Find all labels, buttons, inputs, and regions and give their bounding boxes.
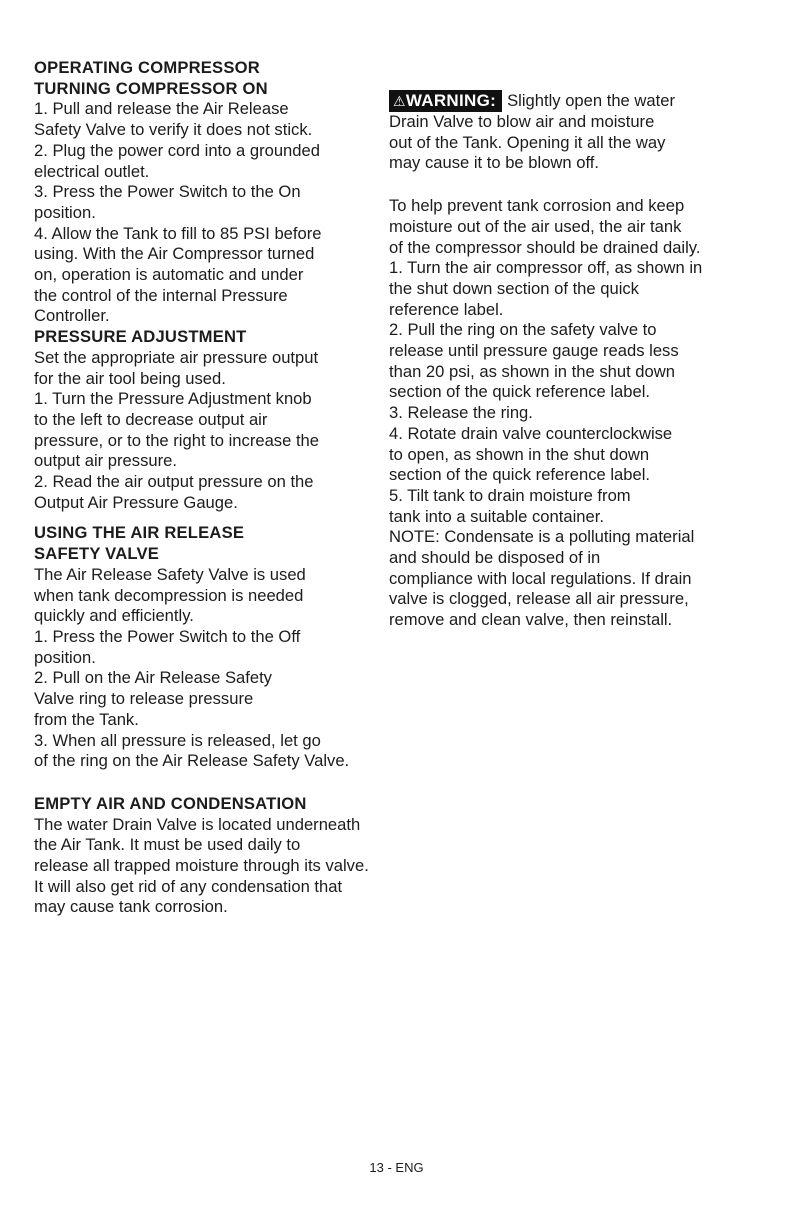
text-line: and should be disposed of in [389, 548, 601, 568]
text-line: Controller. [34, 306, 110, 326]
warning-line [389, 90, 789, 112]
empty-heading: EMPTY AIR AND CONDENSATION [34, 793, 307, 813]
text-line: of the ring on the Air Release Safety Valve. [34, 751, 350, 771]
text-line: 2. Read the air output pressure on the [34, 472, 314, 492]
turning-heading: TURNING COMPRESSOR ON [34, 78, 268, 98]
text-line: pressure, or to the right to increase the [34, 430, 320, 450]
text-line: than 20 psi, as shown in the shut down [389, 361, 675, 381]
text-line: Safety Valve to verify it does not stick. [34, 120, 313, 140]
text-line: 1. Pull and release the Air Release [34, 99, 289, 119]
text-line: remove and clean valve, then reinstall. [389, 610, 673, 630]
text-line: 5. Tilt tank to drain moisture from [389, 485, 631, 505]
text-line: out of the Tank. Opening it all the way [389, 132, 666, 152]
text-line: may cause it to be blown off. [389, 153, 599, 173]
text-line: tank into a suitable container. [389, 506, 604, 526]
text-line: 1. Turn the air compressor off, as shown in [389, 258, 703, 278]
text-line: output air pressure. [34, 451, 177, 471]
right-column [389, 90, 789, 631]
text-line: 2. Plug the power cord into a grounded [34, 140, 320, 160]
text-line: moisture out of the air used, the air tank [389, 216, 682, 236]
text-line: 3. Press the Power Switch to the On [34, 182, 301, 202]
text-line: release all trapped moisture through its valve. [34, 856, 369, 876]
text-line: 1. Press the Power Switch to the Off [34, 626, 301, 646]
warning-first-line: Slightly open the water [507, 91, 675, 110]
text-line: section of the quick reference label. [389, 465, 651, 485]
text-line: 2. Pull on the Air Release Safety [34, 668, 272, 688]
text-line: position. [34, 202, 96, 222]
empty-paragraph [34, 815, 406, 919]
text-line: may cause tank corrosion. [34, 897, 228, 917]
text-line: the control of the internal Pressure [34, 285, 288, 305]
text-line: position. [34, 647, 96, 667]
text-line: 2. Pull the ring on the safety valve to [389, 320, 657, 340]
turning-steps [34, 99, 406, 327]
text-line: 3. Release the ring. [389, 403, 533, 423]
text-line: electrical outlet. [34, 161, 150, 181]
text-line: Drain Valve to blow air and moisture [389, 112, 655, 131]
text-line: to the left to decrease output air [34, 409, 268, 429]
drain-instructions [389, 196, 789, 631]
warning-text [389, 112, 789, 174]
text-line: 4. Allow the Tank to fill to 85 PSI before [34, 223, 322, 243]
warning-triangle-icon: ⚠ [393, 93, 406, 109]
text-line: reference label. [389, 299, 504, 319]
text-line: Set the appropriate air pressure output [34, 347, 319, 367]
release-steps [34, 565, 406, 772]
text-line: 4. Rotate drain valve counterclockwise [389, 423, 673, 443]
text-line: using. With the Air Compressor turned [34, 244, 315, 264]
page-number: 13 - ENG [369, 1160, 424, 1175]
release-heading-2: SAFETY VALVE [34, 544, 160, 564]
text-line: when tank decompression is needed [34, 585, 304, 605]
text-line: It will also get rid of any condensation that [34, 876, 343, 896]
text-line: compliance with local regulations. If drain [389, 568, 692, 588]
text-line: 1. Turn the Pressure Adjustment knob [34, 389, 312, 409]
text-line: valve is clogged, release all air pressure, [389, 589, 689, 609]
text-line: to open, as shown in the shut down [389, 444, 650, 464]
warning-badge [389, 90, 502, 112]
text-line: on, operation is automatic and under [34, 265, 304, 285]
text-line: from the Tank. [34, 709, 139, 729]
release-heading-1: USING THE AIR RELEASE [34, 523, 245, 543]
pressure-heading: PRESSURE ADJUSTMENT [34, 327, 247, 347]
text-line: release until pressure gauge reads less [389, 341, 679, 361]
text-line: the shut down section of the quick [389, 278, 639, 298]
text-line: section of the quick reference label. [389, 382, 651, 402]
text-line: of the compressor should be drained daily. [389, 237, 701, 257]
warning-label: WARNING: [405, 91, 497, 110]
text-line: 3. When all pressure is released, let go [34, 730, 321, 750]
left-column [34, 58, 406, 918]
text-line: The Air Release Safety Valve is used [34, 564, 306, 584]
text-line: the Air Tank. It must be used daily to [34, 835, 301, 855]
text-line: NOTE: Condensate is a polluting material [389, 527, 695, 547]
text-line: Valve ring to release pressure [34, 689, 254, 709]
text-line: quickly and efficiently. [34, 606, 194, 626]
text-line: The water Drain Valve is located underneath [34, 814, 361, 834]
text-line: To help prevent tank corrosion and keep [389, 196, 685, 216]
text-line: Output Air Pressure Gauge. [34, 492, 238, 512]
text-line: for the air tool being used. [34, 368, 226, 388]
pressure-steps [34, 348, 406, 514]
operating-heading: OPERATING COMPRESSOR [34, 58, 260, 77]
